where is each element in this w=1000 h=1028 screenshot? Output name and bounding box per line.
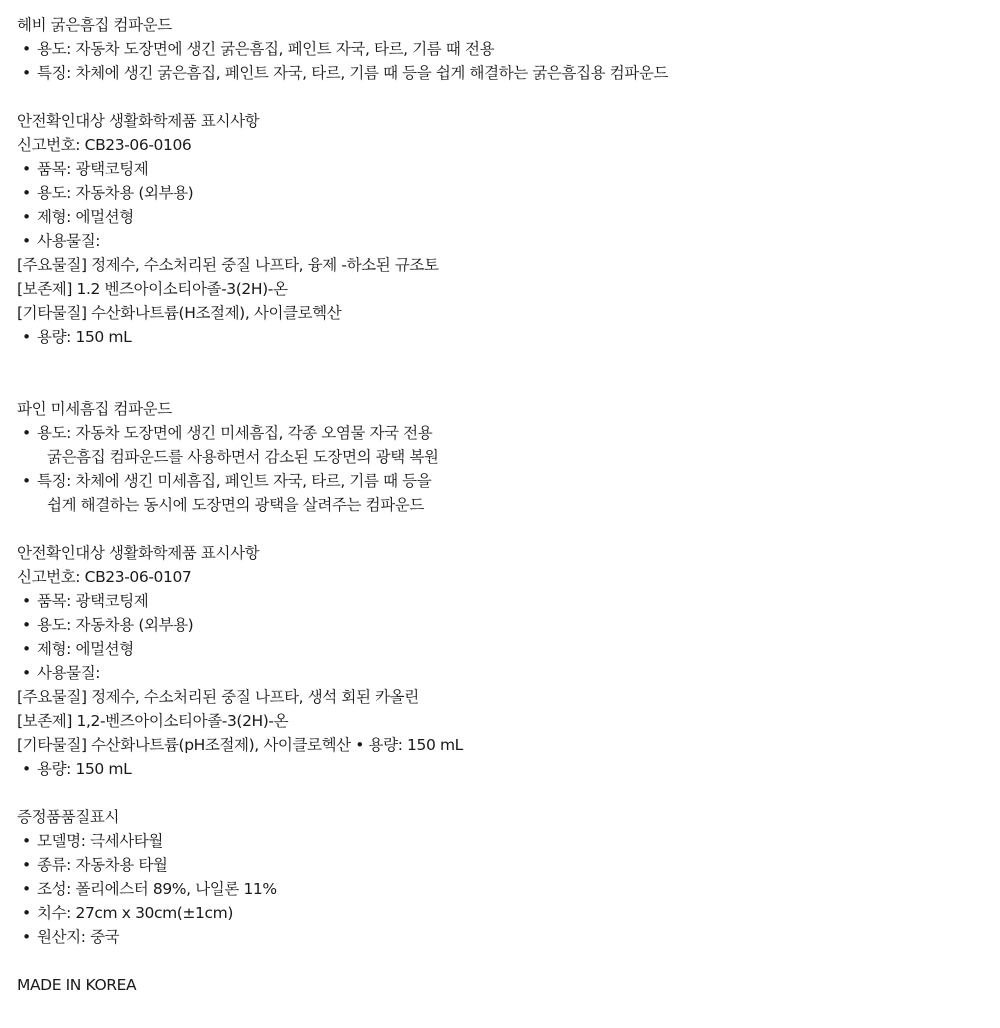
- made-in-label: MADE IN KOREA: [17, 976, 137, 994]
- list-item: • 사용물질:: [22, 664, 101, 682]
- substance-line: [주요물질] 정제수, 수소처리된 중질 나프타, 생석 회된 카올린: [17, 688, 419, 706]
- safety1-heading: 안전확인대상 생활화학제품 표시사항: [17, 112, 260, 130]
- safety2-report-number: 신고번호: CB23-06-0107: [17, 568, 192, 586]
- list-item: • 용량: 150 mL: [22, 760, 132, 778]
- section1-title: 헤비 굵은흠집 컴파운드: [17, 16, 172, 34]
- list-item: • 제형: 에멀션형: [22, 640, 134, 658]
- list-item: • 특징: 차체에 생긴 미세흠집, 페인트 자국, 타르, 기름 때 등을: [22, 472, 432, 490]
- list-item: • 치수: 27cm x 30cm(±1cm): [22, 904, 233, 922]
- substance-line: [보존제] 1,2-벤즈아이소티아졸-3(2H)-온: [17, 712, 289, 730]
- list-item: • 사용물질:: [22, 232, 101, 250]
- list-item: • 용도: 자동차용 (외부용): [22, 184, 194, 202]
- list-item: • 원산지: 중국: [22, 928, 120, 946]
- list-item: • 품목: 광택코팅제: [22, 592, 149, 610]
- list-item: • 종류: 자동차용 타월: [22, 856, 168, 874]
- list-item: • 용량: 150 mL: [22, 328, 132, 346]
- list-item: • 제형: 에멀션형: [22, 208, 134, 226]
- substance-line: [기타물질] 수산화나트륨(H조절제), 사이클로헥산: [17, 304, 342, 322]
- substance-line: [주요물질] 정제수, 수소처리된 중질 나프타, 융제 -하소된 규조토: [17, 256, 439, 274]
- list-item: • 조성: 폴리에스터 89%, 나일론 11%: [22, 880, 277, 898]
- list-item: • 용도: 자동차 도장면에 생긴 굵은흠집, 페인트 자국, 타르, 기름 때 전용: [22, 40, 495, 58]
- list-item: • 특징: 차체에 생긴 굵은흠집, 페인트 자국, 타르, 기름 때 등을 쉽게 해결하는 굵은흠집용 컴파운드: [22, 64, 669, 82]
- list-item-continuation: 쉽게 해결하는 동시에 도장면의 광택을 살려주는 컴파운드: [47, 496, 424, 514]
- safety2-heading: 안전확인대상 생활화학제품 표시사항: [17, 544, 260, 562]
- list-item: • 모델명: 극세사타월: [22, 832, 163, 850]
- substance-line: [보존제] 1.2 벤즈아이소티아졸-3(2H)-온: [17, 280, 288, 298]
- list-item: • 용도: 자동차 도장면에 생긴 미세흠집, 각종 오염물 자국 전용: [22, 424, 433, 442]
- section2-title: 파인 미세흠집 컴파운드: [17, 400, 172, 418]
- safety1-report-number: 신고번호: CB23-06-0106: [17, 136, 192, 154]
- list-item: • 용도: 자동차용 (외부용): [22, 616, 194, 634]
- quality-heading: 증정품품질표시: [17, 808, 120, 826]
- list-item-continuation: 굵은흠집 컴파운드를 사용하면서 감소된 도장면의 광택 복원: [47, 448, 439, 466]
- substance-line: [기타물질] 수산화나트륨(pH조절제), 사이클로헥산 • 용량: 150 mL: [17, 736, 463, 754]
- product-info-document: [17, 13, 977, 997]
- list-item: • 품목: 광택코팅제: [22, 160, 149, 178]
